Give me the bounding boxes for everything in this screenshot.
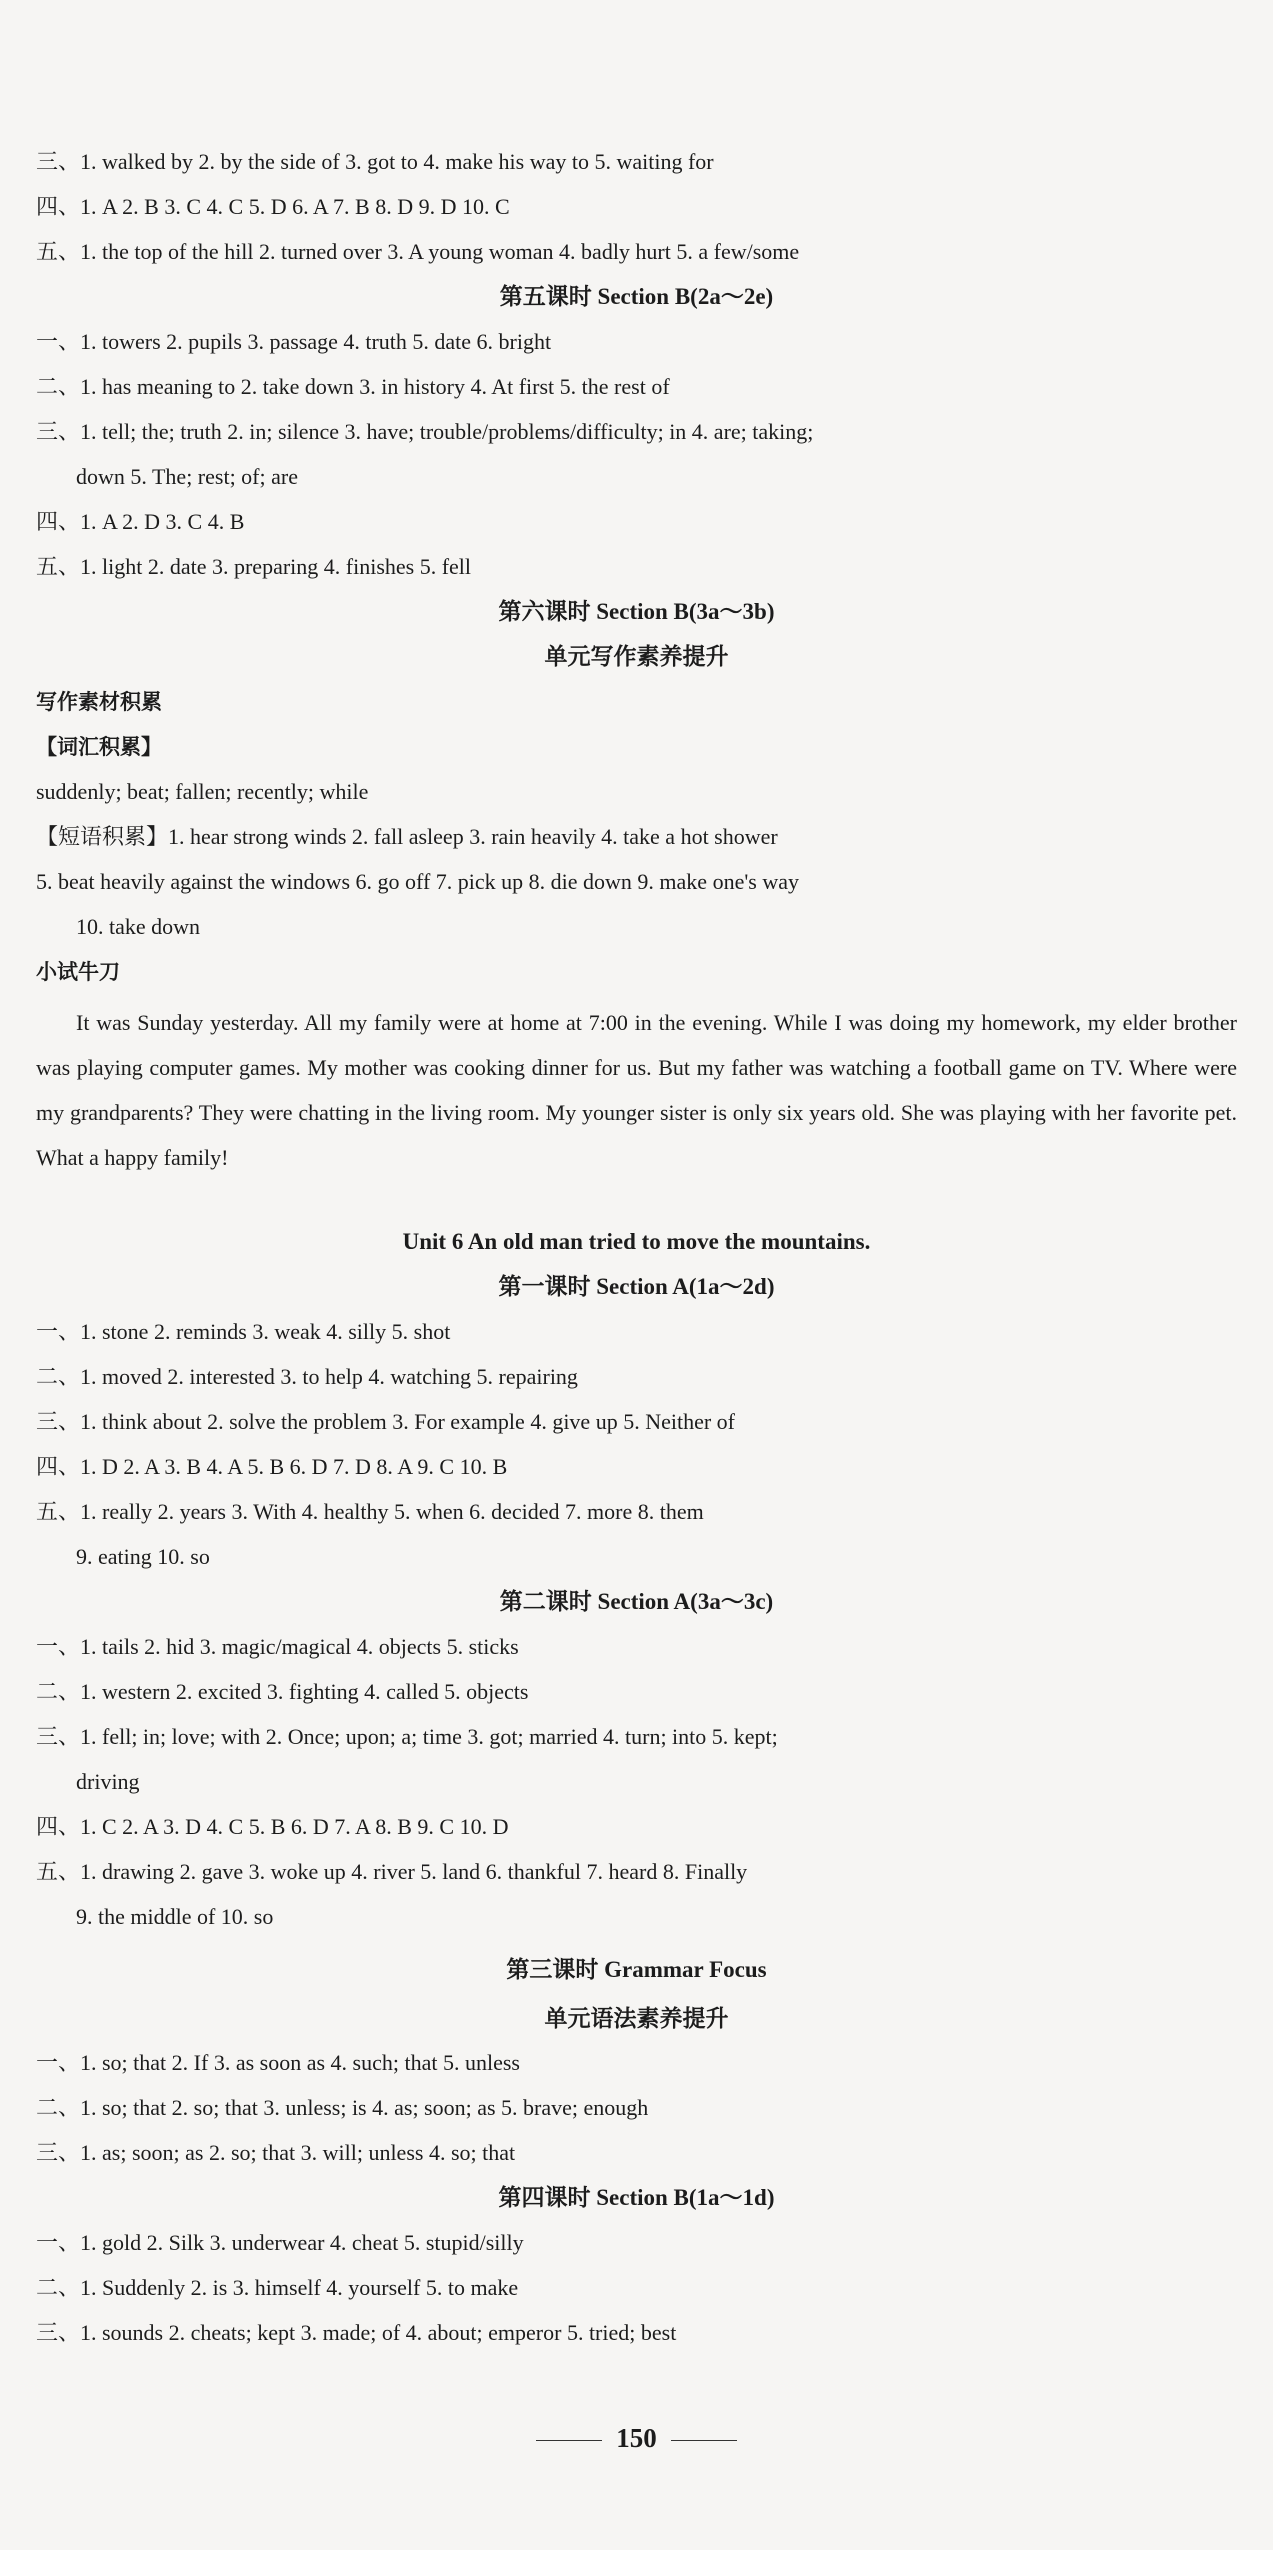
answer-line: 一、1. so; that 2. If 3. as soon as 4. such; that 5. unless (36, 2050, 520, 2075)
answer-line: 五、1. the top of the hill 2. turned over 3. A young woman 4. badly hurt 5. a few/some (36, 239, 800, 264)
section-heading: 第一课时 Section A(1a～2d) (498, 1274, 775, 1299)
answer-line: 二、1. moved 2. interested 3. to help 4. watching 5. repairing (36, 1364, 578, 1389)
answer-line: 二、1. so; that 2. so; that 3. unless; is 4. as; soon; as 5. brave; enough (36, 2095, 649, 2120)
answer-line-continued: driving (76, 1769, 140, 1794)
answer-line-continued: 10. take down (76, 914, 201, 939)
section-heading: 第三课时 Grammar Focus (506, 1957, 767, 1982)
answer-line: 三、1. as; soon; as 2. so; that 3. will; unless 4. so; that (36, 2140, 516, 2165)
answer-line: 二、1. western 2. excited 3. fighting 4. called 5. objects (36, 1679, 529, 1704)
section-heading: 第五课时 Section B(2a～2e) (499, 284, 774, 309)
answer-line: 四、1. D 2. A 3. B 4. A 5. B 6. D 7. D 8. A 9. C 10. B (36, 1454, 508, 1479)
answer-line: 四、1. A 2. D 3. C 4. B (36, 509, 245, 534)
section-heading: 第六课时 Section B(3a～3b) (498, 599, 775, 624)
page-number-dash-right (671, 2440, 737, 2441)
subheading: 【词汇积累】 (36, 735, 162, 759)
answer-line: 五、1. really 2. years 3. With 4. healthy 5. when 6. decided 7. more 8. them (36, 1499, 704, 1524)
answer-line: 四、1. A 2. B 3. C 4. C 5. D 6. A 7. B 8. D 9. D 10. C (36, 194, 510, 219)
page-number-dash-left (536, 2440, 602, 2441)
sample-essay: It was Sunday yesterday. All my family were at home at 7:00 in the evening. While I was doing my homework, my elder brother was playing computer games. My mother was cooking dinner for us. But my father was watching a football game on TV. Where were my grandparents? They were chatting in the living room. My younger sister is only six years old. She was playing with her favorite pet. What a happy family! (36, 1010, 1237, 1170)
unit-title: Unit 6 An old man tried to move the mountains. (402, 1229, 871, 1254)
unit-writing-heading: 单元写作素养提升 (544, 644, 729, 669)
answer-line: 一、1. towers 2. pupils 3. passage 4. truth 5. date 6. bright (36, 329, 552, 354)
unit-grammar-heading: 单元语法素养提升 (544, 2006, 729, 2031)
answer-line: suddenly; beat; fallen; recently; while (36, 779, 369, 804)
subheading: 写作素材积累 (36, 690, 162, 714)
answer-line: 三、1. think about 2. solve the problem 3. For example 4. give up 5. Neither of (36, 1409, 735, 1434)
answer-line: 一、1. stone 2. reminds 3. weak 4. silly 5. shot (36, 1319, 451, 1344)
answer-line: 一、1. tails 2. hid 3. magic/magical 4. objects 5. sticks (36, 1634, 519, 1659)
answer-line-continued: 9. the middle of 10. so (76, 1904, 274, 1929)
section-heading: 第二课时 Section A(3a～3c) (499, 1589, 774, 1614)
answer-line: 三、1. sounds 2. cheats; kept 3. made; of 4. about; emperor 5. tried; best (36, 2320, 677, 2345)
answer-line: 三、1. walked by 2. by the side of 3. got to 4. make his way to 5. waiting for (36, 149, 714, 174)
page-number (0, 2423, 1273, 2454)
answer-line: 五、1. drawing 2. gave 3. woke up 4. river 5. land 6. thankful 7. heard 8. Finally (36, 1859, 748, 1884)
subheading: 小试牛刀 (36, 960, 120, 984)
page-number-value: 150 (616, 2423, 657, 2453)
answer-line: 三、1. fell; in; love; with 2. Once; upon; a; time 3. got; married 4. turn; into 5. kept; (36, 1724, 778, 1749)
answer-line: 5. beat heavily against the windows 6. go off 7. pick up 8. die down 9. make one's way (36, 869, 800, 894)
answer-line-continued: 9. eating 10. so (76, 1544, 210, 1569)
answer-line-continued: down 5. The; rest; of; are (76, 464, 298, 489)
answer-line: 一、1. gold 2. Silk 3. underwear 4. cheat 5. stupid/silly (36, 2230, 524, 2255)
section-heading: 第四课时 Section B(1a～1d) (498, 2185, 775, 2210)
answer-line: 二、1. has meaning to 2. take down 3. in history 4. At first 5. the rest of (36, 374, 670, 399)
answer-line: 三、1. tell; the; truth 2. in; silence 3. have; trouble/problems/difficulty; in 4. are; taking; (36, 419, 814, 444)
answer-line: 四、1. C 2. A 3. D 4. C 5. B 6. D 7. A 8. B 9. C 10. D (36, 1814, 509, 1839)
answer-line: 五、1. light 2. date 3. preparing 4. finishes 5. fell (36, 554, 472, 579)
answer-line: 【短语积累】1. hear strong winds 2. fall asleep 3. rain heavily 4. take a hot shower (36, 824, 778, 849)
answer-line: 二、1. Suddenly 2. is 3. himself 4. yourself 5. to make (36, 2275, 519, 2300)
